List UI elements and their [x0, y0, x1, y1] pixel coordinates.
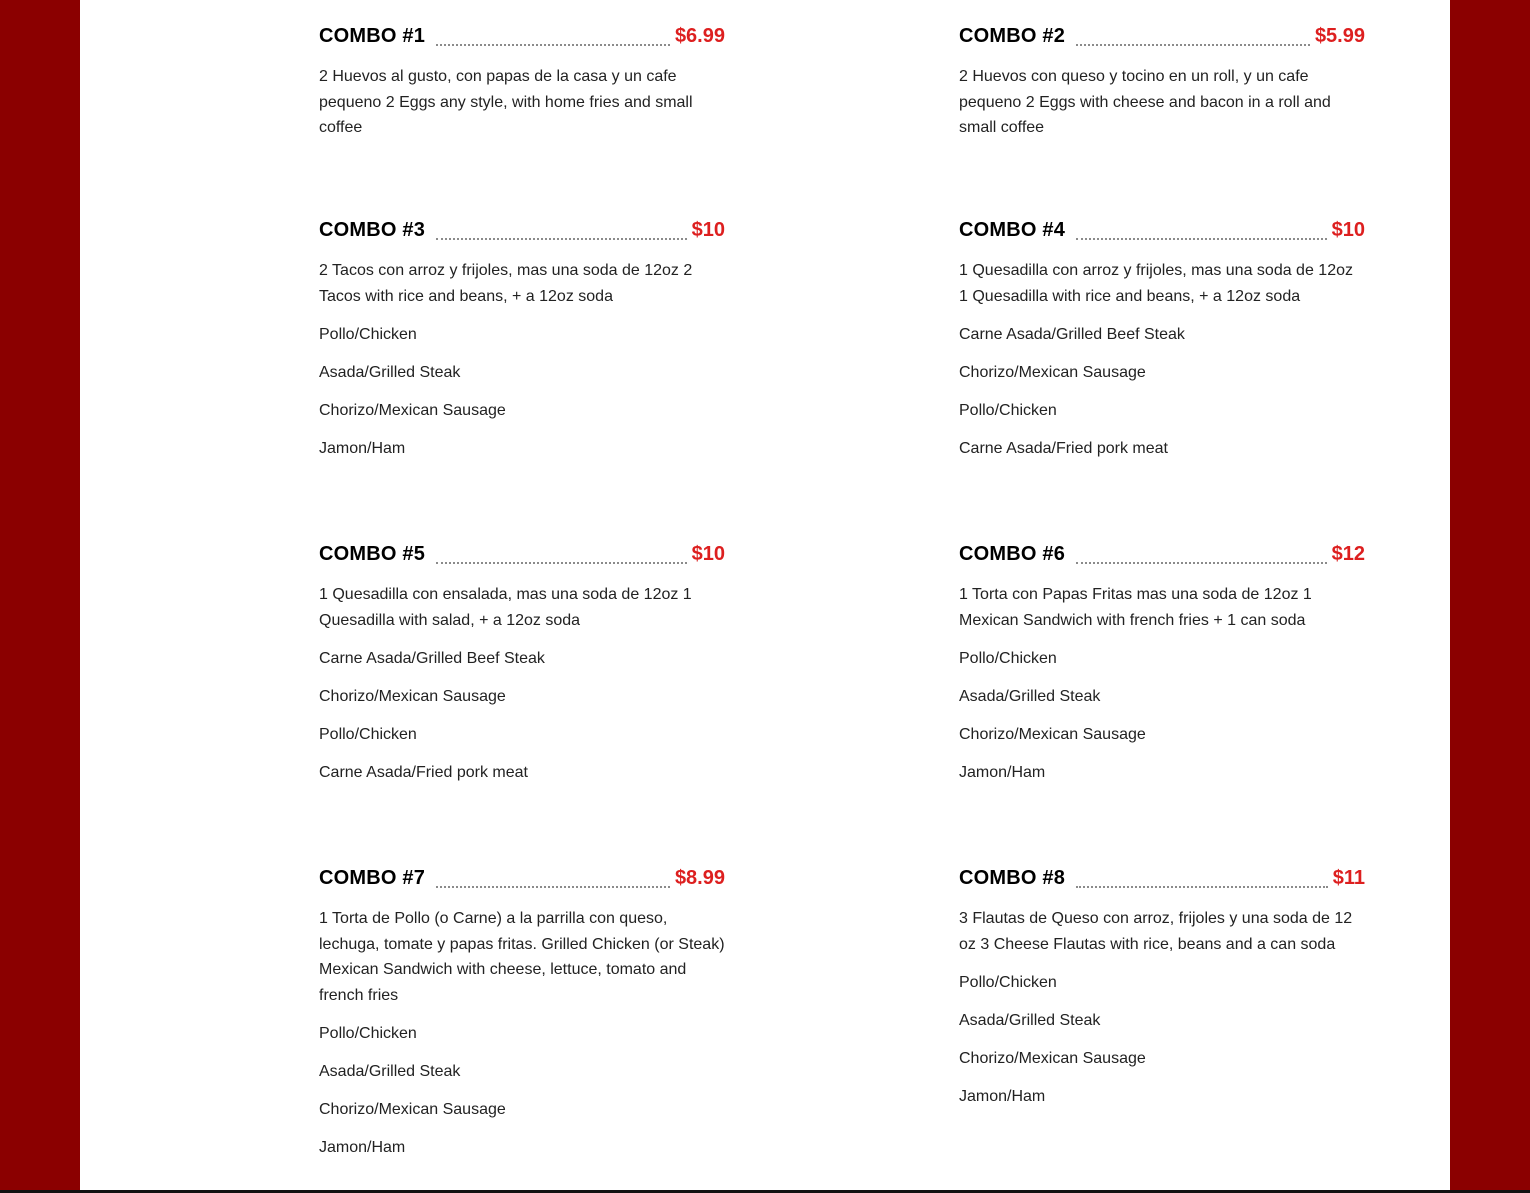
combo-title: COMBO #8	[959, 867, 1066, 889]
combo-card-5	[319, 543, 725, 801]
combo-title: COMBO #6	[959, 543, 1066, 565]
combo-description: 2 Huevos al gusto, con papas de la casa y un cafe pequeno 2 Eggs any style, with home fries and small coffee	[319, 68, 693, 136]
option-list	[319, 649, 725, 801]
option-item[interactable]: Carne Asada/Fried pork meat	[959, 440, 1168, 457]
option-item[interactable]: Carne Asada/Grilled Beef Steak	[959, 326, 1185, 343]
option-item[interactable]: Asada/Grilled Steak	[959, 688, 1101, 705]
combo-description: 1 Torta de Pollo (o Carne) a la parrilla con queso, lechuga, tomate y papas fritas. Grilled Chicken (or Steak) Mexican Sandwich with cheese, lettuce, tomato and french fries	[319, 910, 725, 1004]
option-item[interactable]: Pollo/Chicken	[959, 402, 1057, 419]
combo-title: COMBO #3	[319, 219, 426, 241]
combo-header	[319, 219, 725, 243]
option-list	[959, 973, 1365, 1125]
combo-header	[319, 543, 725, 567]
combo-description: 1 Quesadilla con arroz y frijoles, mas una soda de 12oz 1 Quesadilla with rice and beans, + a 12oz soda	[959, 262, 1353, 305]
combo-card-6	[959, 543, 1365, 801]
option-item[interactable]: Chorizo/Mexican Sausage	[319, 402, 506, 419]
combo-price: $10	[691, 543, 725, 565]
combo-card-8	[959, 867, 1365, 1125]
dotted-leader	[436, 886, 670, 888]
dotted-leader	[436, 238, 687, 240]
option-item[interactable]: Pollo/Chicken	[319, 326, 417, 343]
option-item[interactable]: Chorizo/Mexican Sausage	[959, 364, 1146, 381]
dotted-leader	[436, 44, 670, 46]
combo-price: $11	[1332, 867, 1365, 889]
combo-title: COMBO #1	[319, 25, 426, 47]
dotted-leader	[1076, 238, 1327, 240]
combo-header	[959, 25, 1365, 49]
option-item[interactable]: Pollo/Chicken	[959, 974, 1057, 991]
option-item[interactable]: Jamon/Ham	[959, 1088, 1046, 1105]
combo-description: 2 Tacos con arroz y frijoles, mas una soda de 12oz 2 Tacos with rice and beans, + a 12oz soda	[319, 262, 693, 305]
combo-card-1	[319, 25, 725, 141]
option-item[interactable]: Asada/Grilled Steak	[319, 364, 461, 381]
dotted-leader	[1076, 44, 1310, 46]
option-list	[319, 1024, 725, 1176]
option-list	[959, 649, 1365, 801]
option-item[interactable]: Jamon/Ham	[319, 440, 406, 457]
menu-page	[80, 0, 1450, 1190]
combo-price: $8.99	[674, 867, 725, 889]
option-item[interactable]: Asada/Grilled Steak	[319, 1063, 461, 1080]
dotted-leader	[436, 562, 687, 564]
option-item[interactable]: Chorizo/Mexican Sausage	[959, 726, 1146, 743]
option-list	[319, 325, 725, 477]
option-item[interactable]: Jamon/Ham	[959, 764, 1046, 781]
combo-description: 3 Flautas de Queso con arroz, frijoles y una soda de 12 oz 3 Cheese Flautas with rice, beans and a can soda	[959, 910, 1353, 953]
combo-description: 2 Huevos con queso y tocino en un roll, y un cafe pequeno 2 Eggs with cheese and bacon in a roll and small coffee	[959, 68, 1331, 136]
combo-title: COMBO #4	[959, 219, 1066, 241]
option-item[interactable]: Chorizo/Mexican Sausage	[959, 1050, 1146, 1067]
combo-title: COMBO #2	[959, 25, 1066, 47]
combo-header	[959, 543, 1365, 567]
combo-price: $10	[1331, 219, 1365, 241]
combo-price: $10	[691, 219, 725, 241]
combo-title: COMBO #7	[319, 867, 426, 889]
combo-header	[959, 867, 1365, 891]
combo-header	[319, 25, 725, 49]
option-item[interactable]: Asada/Grilled Steak	[959, 1012, 1101, 1029]
option-item[interactable]: Pollo/Chicken	[319, 1025, 417, 1042]
combo-card-4	[959, 219, 1365, 477]
option-item[interactable]: Pollo/Chicken	[319, 726, 417, 743]
combo-card-3	[319, 219, 725, 477]
combo-card-7	[319, 867, 725, 1176]
dotted-leader	[1076, 562, 1327, 564]
combo-price: $6.99	[674, 25, 725, 47]
combo-price: $5.99	[1314, 25, 1365, 47]
option-item[interactable]: Carne Asada/Grilled Beef Steak	[319, 650, 545, 667]
combo-header	[959, 219, 1365, 243]
option-item[interactable]: Chorizo/Mexican Sausage	[319, 688, 506, 705]
combo-description: 1 Quesadilla con ensalada, mas una soda de 12oz 1 Quesadilla with salad, + a 12oz soda	[319, 586, 692, 629]
combo-card-2	[959, 25, 1365, 141]
option-item[interactable]: Jamon/Ham	[319, 1139, 406, 1156]
combo-price: $12	[1331, 543, 1365, 565]
option-item[interactable]: Chorizo/Mexican Sausage	[319, 1101, 506, 1118]
dotted-leader	[1076, 886, 1328, 888]
combo-description: 1 Torta con Papas Fritas mas una soda de 12oz 1 Mexican Sandwich with french fries + 1 can soda	[959, 586, 1312, 629]
option-list	[959, 325, 1365, 477]
option-item[interactable]: Carne Asada/Fried pork meat	[319, 764, 528, 781]
combo-title: COMBO #5	[319, 543, 426, 565]
option-item[interactable]: Pollo/Chicken	[959, 650, 1057, 667]
combo-header	[319, 867, 725, 891]
